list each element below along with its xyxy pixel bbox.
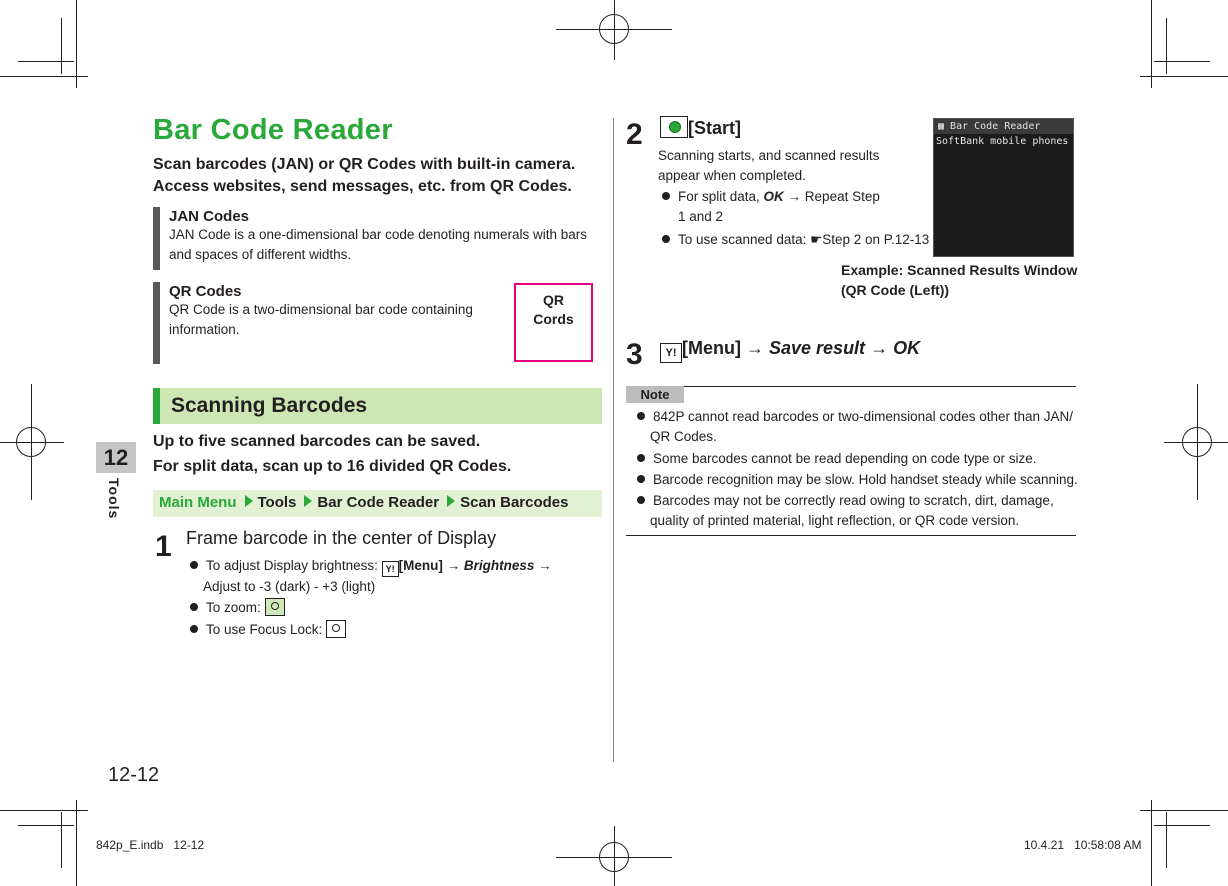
arrow-text: → (865, 338, 894, 358)
bullet-dot (637, 475, 645, 483)
note-text: QR Codes. (650, 429, 717, 444)
caption-line: (QR Code (Left)) (841, 282, 950, 298)
arrow-text: → (442, 558, 464, 573)
arrow-right-icon (447, 495, 455, 507)
arrow-text: → (740, 338, 769, 358)
crop-mark (61, 812, 62, 868)
footer-page: 12-12 (173, 838, 205, 852)
bullet-dot (662, 235, 670, 243)
arrow-text: → (534, 558, 552, 573)
crop-mark (0, 76, 88, 77)
footer-date: 10.4.21 (1024, 838, 1065, 852)
arrow-right-icon (304, 495, 312, 507)
screen-result-text: SoftBank mobile phones (936, 136, 1069, 147)
section-title: Scanning Barcodes (171, 394, 368, 417)
screen-title: Bar Code Reader (950, 121, 1041, 132)
step3-instruction (660, 338, 920, 363)
crop-mark (76, 800, 77, 886)
bullet-text: 1 and 2 (678, 209, 724, 224)
menu-path-item: Scan Barcodes (460, 494, 569, 511)
bullet-text: For split data, (678, 189, 764, 204)
subtitle: Up to five scanned barcodes can be saved. (153, 433, 481, 450)
step2-bullet-split (662, 187, 880, 227)
bullet-text: Adjust to -3 (dark) - +3 (light) (203, 579, 376, 594)
crop-mark (1151, 0, 1152, 88)
qr-text: information. (169, 322, 240, 337)
chapter-label: Tools (106, 478, 122, 520)
column-divider (613, 118, 614, 762)
jan-text: and spaces of different widths. (169, 247, 352, 262)
crop-mark (18, 61, 74, 62)
step2-description (658, 146, 879, 186)
step-text: Frame barcode in the center of Display (186, 528, 497, 548)
bullet-text: To adjust Display brightness: (206, 558, 382, 573)
menu-key-label: [Menu] (398, 558, 443, 573)
page-title: Bar Code Reader (153, 114, 393, 146)
yahoo-key-icon: Y! (382, 561, 399, 577)
menu-key-label: [Menu] (682, 338, 741, 358)
crop-mark (1140, 810, 1228, 811)
bullet-text: To use scanned data: (678, 232, 811, 247)
menu-path-item: Tools (257, 494, 297, 511)
chapter-number: 12 (96, 442, 136, 473)
registration-mark (0, 442, 64, 443)
crop-mark (1166, 18, 1167, 74)
step1-bullet-focus (190, 620, 346, 640)
phone-screenshot (933, 118, 1074, 257)
qr-marker (153, 282, 160, 364)
note-item (637, 449, 1037, 469)
zoom-key-icon (265, 598, 285, 616)
start-key-icon (660, 116, 688, 138)
qr-box-label: QR (543, 292, 564, 308)
crop-mark (1166, 812, 1167, 868)
focus-lock-key-icon (326, 620, 346, 638)
bullet-dot (637, 496, 645, 504)
crop-mark (0, 810, 88, 811)
crop-mark (76, 0, 77, 88)
crop-mark (61, 18, 62, 74)
bullet-dot (190, 625, 198, 633)
bullet-text: → Repeat Step (783, 189, 880, 204)
note-item (637, 470, 1078, 490)
step-number: 3 (626, 338, 643, 371)
registration-mark (1197, 384, 1198, 500)
qr-definition (169, 283, 499, 340)
bullet-dot (662, 192, 670, 200)
intro-text (153, 154, 603, 198)
save-result-label: Save result (769, 338, 866, 358)
jan-marker (153, 207, 160, 270)
screenshot-caption (841, 260, 1077, 300)
note-item (637, 407, 1073, 447)
step2-bullet-use (662, 230, 929, 250)
crop-mark (1151, 800, 1152, 886)
qr-text: QR Code is a two-dimensional bar code containing (169, 302, 473, 317)
ok-label: OK (763, 189, 784, 204)
qr-code-placeholder (514, 283, 593, 362)
intro-line: Scan barcodes (JAN) or QR Codes with built-in camera. (153, 156, 576, 173)
bullet-dot (637, 454, 645, 462)
note-text: Barcodes may not be correctly read owing to scratch, dirt, damage, (653, 493, 1054, 508)
bullet-dot (190, 603, 198, 611)
jan-heading: JAN Codes (169, 208, 250, 225)
registration-mark (614, 0, 615, 60)
footer-file-info (96, 838, 204, 852)
note-tag: Note (626, 386, 684, 403)
bullet-text: To use Focus Lock: (206, 622, 327, 637)
intro-line: Access websites, send messages, etc. from QR Codes. (153, 178, 572, 195)
arrow-right-icon (245, 495, 253, 507)
bullet-dot (190, 561, 198, 569)
registration-mark (614, 826, 615, 886)
step1-bullet-zoom (190, 598, 285, 618)
step-number: 2 (626, 118, 643, 151)
crop-mark (1154, 825, 1210, 826)
screen-titlebar: ▩ Bar Code Reader (934, 119, 1073, 134)
ok-label: OK (893, 338, 921, 358)
menu-path (153, 490, 602, 517)
page-reference: Step 2 on P.12-13 (822, 232, 930, 247)
page-number: 12-12 (108, 764, 160, 786)
note-text: Barcode recognition may be slow. Hold handset steady while scanning. (653, 472, 1078, 487)
jan-definition (169, 208, 599, 265)
registration-mark (31, 384, 32, 500)
qr-heading: QR Codes (169, 283, 242, 300)
caption-line: Example: Scanned Results Window (841, 262, 1078, 278)
step1-bullet-brightness (190, 556, 600, 597)
start-label: [Start] (688, 118, 741, 138)
bullet-dot (637, 412, 645, 420)
jan-text: JAN Code is a one-dimensional bar code denoting numerals with bars (169, 227, 587, 242)
footer-time: 10:58:08 AM (1074, 838, 1142, 852)
section-stripe (153, 388, 160, 424)
desc-line: appear when completed. (658, 168, 806, 183)
qr-box-label: Cords (533, 311, 574, 327)
brightness-label: Brightness (463, 558, 535, 573)
step-number: 1 (155, 530, 172, 563)
note-text: Some barcodes cannot be read depending on code type or size. (653, 451, 1037, 466)
yahoo-key-icon: Y! (660, 343, 682, 363)
subtitle: For split data, scan up to 16 divided QR Codes. (153, 458, 512, 475)
crop-mark (1140, 76, 1228, 77)
crop-mark (1154, 61, 1210, 62)
menu-path-main: Main Menu (159, 494, 237, 511)
crop-mark (18, 825, 74, 826)
footer-filename: 842p_E.indb (96, 838, 164, 852)
note-text: 842P cannot read barcodes or two-dimensional codes other than JAN/ (653, 409, 1074, 424)
step2-heading (660, 116, 741, 139)
desc-line: Scanning starts, and scanned results (658, 148, 880, 163)
registration-mark (1164, 442, 1228, 443)
section-heading (153, 388, 602, 424)
note-text: quality of printed material, light reflection, or QR code version. (650, 513, 1020, 528)
footer-timestamp (1024, 838, 1141, 852)
menu-path-item: Bar Code Reader (317, 494, 440, 511)
bullet-text: To zoom: (206, 600, 265, 615)
reference-hand-icon: ☛ (810, 232, 823, 247)
note-item (637, 491, 1073, 531)
